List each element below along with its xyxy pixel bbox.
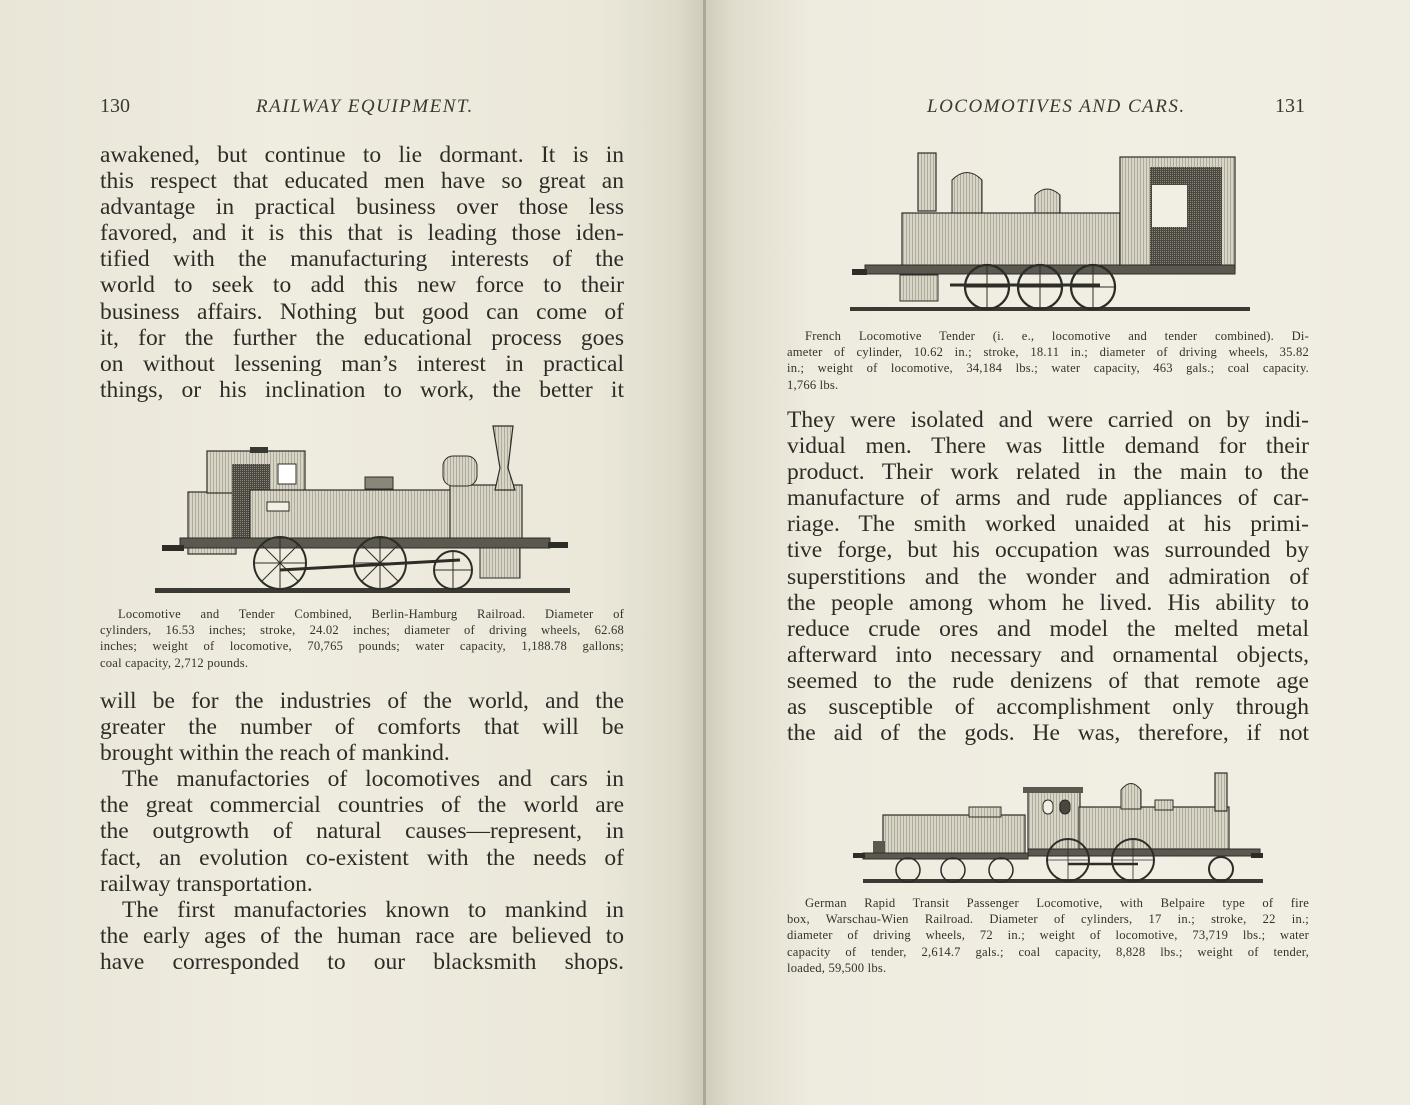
text-line: fact, an evolution co-existent with the needs of [100, 844, 624, 871]
text-line: reduce crude ores and model the melted metal [787, 615, 1309, 642]
text-line: awakened, but continue to lie dormant. It is in [100, 142, 624, 168]
caption-line: inches; weight of locomotive, 70,765 pounds; water capacity, 1,188.78 gallons; [100, 639, 624, 654]
text-line: superstitions and the wonder and admiration of [787, 563, 1309, 590]
french-locomotive-tender-illustration [840, 145, 1260, 320]
text-line: this respect that educated men have so great an [100, 168, 624, 195]
text-line: They were isolated and were carried on by indi- [787, 407, 1309, 433]
caption-line: French Locomotive Tender (i. e., locomotive and tender combined). Di- [805, 329, 1309, 343]
caption-line: 1,766 lbs. [787, 377, 839, 392]
page-number: 130 [100, 95, 130, 117]
caption-line: cylinders, 16.53 inches; stroke, 24.02 inches; diameter of driving wheels, 62.68 [100, 623, 624, 638]
text-line: as susceptible of accomplishment only through [787, 694, 1309, 721]
paragraph-main [787, 407, 1309, 746]
text-line: greater the number of comforts that will be [100, 714, 624, 741]
caption-line: coal capacity, 2,712 pounds. [100, 655, 249, 670]
text-line: tive forge, but his occupation was surrounded by [787, 537, 1309, 564]
text-line: railway transportation. [100, 870, 313, 897]
paragraph-continued [100, 688, 624, 975]
text-line: the aid of the gods. He was, therefore, if not [787, 720, 1309, 747]
text-line: vidual men. There was little demand for their [787, 433, 1309, 460]
book-spine-gutter [703, 0, 706, 1105]
text-line: the great commercial countries of the world are [100, 792, 624, 819]
page-number: 131 [1275, 95, 1305, 117]
running-head: RAILWAY EQUIPMENT. [256, 96, 474, 117]
text-line: afterward into necessary and ornamental objects, [787, 641, 1309, 668]
paragraph-top [100, 142, 624, 403]
text-line: product. Their work related in the main to the [787, 459, 1309, 486]
text-line: have corresponded to our blacksmith shops. [100, 948, 624, 975]
text-line: seemed to the rude denizens of that remote age [787, 667, 1309, 694]
text-line: manufacture of arms and rude appliances of car- [787, 485, 1309, 512]
text-line: the early ages of the human race are believed to [100, 922, 624, 949]
text-line: brought within the reach of mankind. [100, 740, 450, 767]
text-line: advantage in practical business over those less [100, 194, 624, 221]
text-line: it, for the further the educational process goes [100, 324, 624, 351]
right-page [705, 0, 1410, 1105]
figure-caption-bottom [787, 895, 1309, 976]
text-line: favored, and it is this that is leading those iden- [100, 220, 624, 247]
german-passenger-locomotive-with-tender-illustration [843, 765, 1273, 890]
figure-caption [100, 606, 624, 671]
text-line: The manufactories of locomotives and cars in [122, 766, 624, 793]
locomotive-tank-engine-illustration [150, 420, 590, 600]
text-line: the outgrowth of natural causes—represent, in [100, 818, 624, 845]
text-line: on without lessening man’s interest in practical [100, 350, 624, 377]
caption-line: Locomotive and Tender Combined, Berlin-Hamburg Railroad. Diameter of [118, 607, 624, 621]
caption-line: ameter of cylinder, 10.62 in.; stroke, 18.11 in.; diameter of driving wheels, 35.82 [787, 345, 1309, 360]
caption-line: loaded, 59,500 lbs. [787, 960, 887, 975]
text-line: riage. The smith worked unaided at his primi- [787, 511, 1309, 538]
caption-line: box, Warschau-Wien Railroad. Diameter of cylinders, 17 in.; stroke, 22 in.; [787, 912, 1309, 927]
caption-line: diameter of driving wheels, 72 in.; weight of locomotive, 73,719 lbs.; water [787, 928, 1309, 943]
text-line: The first manufactories known to mankind in [122, 896, 624, 923]
text-line: the people among whom he lived. His ability to [787, 589, 1309, 616]
caption-line: capacity of tender, 2,614.7 gals.; coal capacity, 8,828 lbs.; weight of tender, [787, 944, 1309, 959]
running-head: LOCOMOTIVES AND CARS. [927, 96, 1186, 117]
text-line: world to seek to add this new force to their [100, 272, 624, 299]
text-line: things, or his inclination to work, the better it [100, 376, 624, 403]
text-line: will be for the industries of the world, and the [100, 688, 624, 714]
caption-line: in.; weight of locomotive, 34,184 lbs.; water capacity, 463 gals.; coal capacity. [787, 361, 1309, 376]
figure-caption-top [787, 328, 1309, 393]
caption-line: German Rapid Transit Passenger Locomotive, with Belpaire type of fire [805, 896, 1309, 910]
text-line: tified with the manufacturing interests of the [100, 246, 624, 273]
text-line: business affairs. Nothing but good can come of [100, 298, 624, 325]
